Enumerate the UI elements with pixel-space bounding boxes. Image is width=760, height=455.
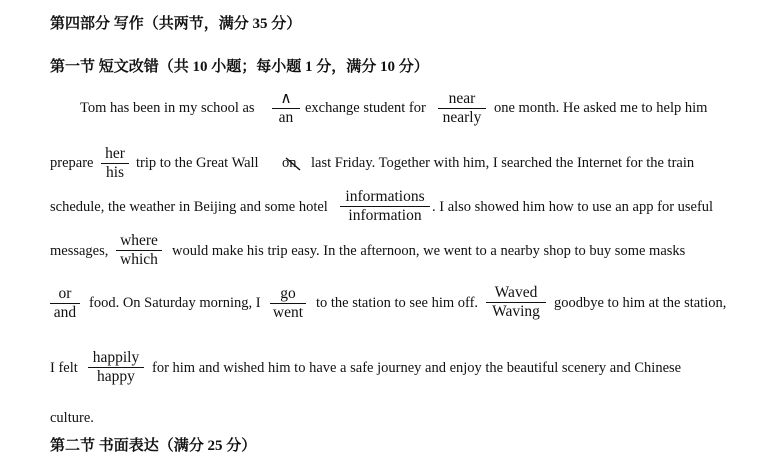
- correction-her-his: [101, 145, 129, 182]
- correction-text: went: [272, 304, 304, 321]
- correction-text: and: [53, 304, 77, 321]
- text-segment: food. On Saturday morning, I: [89, 295, 261, 311]
- text-segment: . I also showed him how to use an app for useful: [432, 199, 714, 215]
- part-heading: 第四部分 写作（共两节，满分 35 分）: [50, 16, 302, 32]
- text-segment: trip to the Great Wall: [136, 155, 259, 171]
- correction-waved-waving: [486, 284, 546, 321]
- original-word: her: [105, 145, 125, 162]
- text-segment: culture.: [50, 410, 94, 426]
- deleted-word-on: [282, 155, 304, 173]
- text-segment: messages,: [50, 243, 109, 259]
- text-segment: exchange student for: [305, 100, 426, 116]
- correction-text: Waving: [492, 303, 540, 320]
- original-word: go: [280, 285, 296, 302]
- struck-word: on: [282, 155, 297, 171]
- correction-or-and: [50, 285, 80, 322]
- original-word: or: [58, 285, 72, 302]
- caret-mark: ∧: [280, 90, 292, 107]
- correction-text: information: [348, 207, 422, 224]
- text-segment: would make his trip easy. In the afternoon, we went to a nearby shop to buy some masks: [172, 243, 686, 259]
- text-segment: Tom has been in my school as: [80, 100, 255, 116]
- text-segment: to the station to see him off.: [316, 295, 479, 311]
- original-word: Waved: [494, 284, 538, 301]
- strike-slash-icon: [282, 155, 304, 173]
- correction-text: happy: [97, 368, 135, 385]
- correction-near-nearly: [438, 90, 486, 127]
- correction-where-which: [116, 232, 162, 269]
- original-word: happily: [92, 349, 140, 366]
- next-heading-text: 第二节 书面表达（满分 25 分）: [50, 438, 257, 454]
- text-segment: schedule, the weather in Beijing and some hotel: [50, 199, 328, 215]
- correction-insert-an: [272, 90, 300, 127]
- correction-go-went: [270, 285, 306, 322]
- correction-informations-information: [340, 188, 430, 225]
- text-segment: last Friday. Together with him, I searched the Internet for the train: [311, 155, 695, 171]
- text-segment: prepare: [50, 155, 94, 171]
- correction-text: his: [105, 164, 125, 181]
- original-word: where: [120, 232, 158, 249]
- text-segment: for him and wished him to have a safe journey and enjoy the beautiful scenery and Chinese: [152, 360, 682, 376]
- section-heading: 第一节 短文改错（共 10 小题；每小题 1 分，满分 10 分）: [50, 59, 429, 75]
- text-segment: one month. He asked me to help him: [494, 100, 708, 116]
- original-word: informations: [345, 188, 425, 205]
- correction-text: an: [278, 109, 294, 126]
- text-segment: I felt: [50, 360, 78, 376]
- correction-happily-happy: [88, 349, 144, 386]
- correction-text: nearly: [442, 109, 482, 126]
- correction-text: which: [120, 251, 158, 268]
- text-segment: goodbye to him at the station,: [554, 295, 727, 311]
- original-word: near: [448, 90, 476, 107]
- next-heading-cut: [0, 433, 760, 454]
